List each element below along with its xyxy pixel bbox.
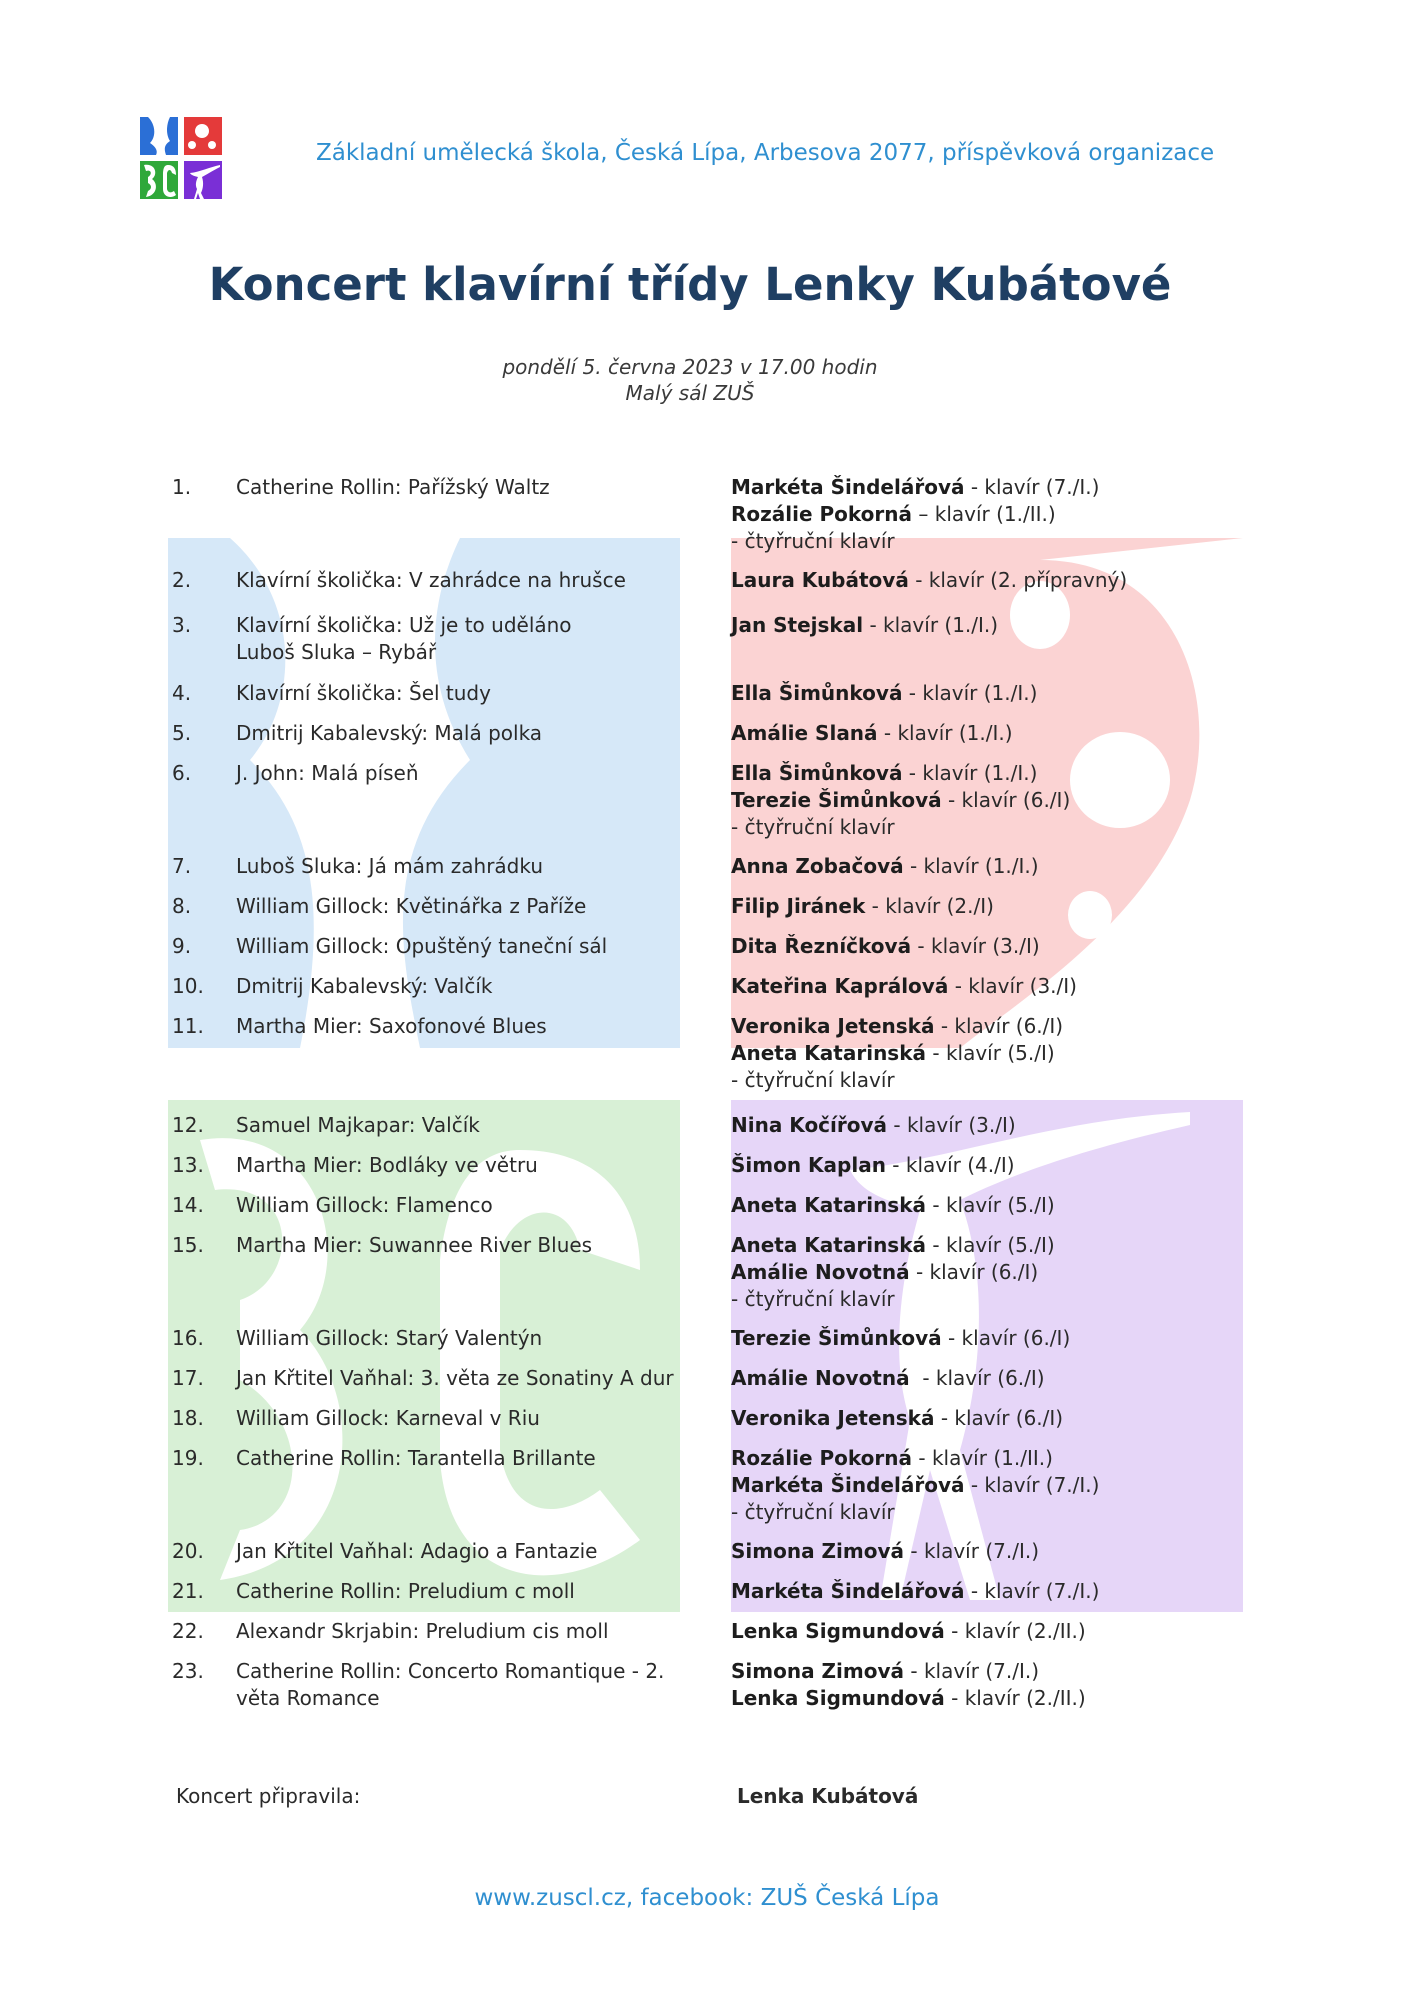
performer-name: Markéta Šindelářová	[731, 1579, 965, 1603]
concert-venue: Malý sál ZUŠ	[625, 381, 755, 405]
performer-line	[731, 1325, 1331, 1352]
program-number: 9.	[172, 934, 192, 958]
program-number: 22.	[172, 1619, 204, 1643]
program-performers	[731, 760, 1331, 841]
performer-name: Amálie Novotná	[731, 1260, 910, 1284]
performer-note: - klavír (1./I.)	[877, 721, 1013, 745]
performer-note: - čtyřruční klavír	[731, 1287, 895, 1311]
performer-name: Simona Zimová	[731, 1539, 905, 1563]
school-logo-icon	[140, 117, 222, 199]
performer-name: Terezie Šimůnková	[731, 788, 942, 812]
piece-line: Dmitrij Kabalevský: Malá polka	[236, 721, 543, 745]
performer-note: - klavír (7./I.)	[904, 1539, 1039, 1563]
piece-line: Catherine Rollin: Tarantella Brillante	[236, 1446, 596, 1470]
piece-line: Catherine Rollin: Pařížský Waltz	[236, 475, 550, 499]
performer-note: - čtyřruční klavír	[731, 529, 895, 553]
performer-line	[731, 1445, 1331, 1472]
program-piece	[236, 893, 686, 920]
performer-note: - klavír (5./I)	[926, 1041, 1055, 1065]
program-piece	[236, 1232, 686, 1259]
program-performers	[731, 567, 1331, 594]
performer-name: Kateřina Kaprálová	[731, 974, 949, 998]
program-performers	[731, 1013, 1331, 1094]
piece-line: Luboš Sluka – Rybář	[236, 640, 437, 664]
piece-line: William Gillock: Starý Valentýn	[236, 1326, 543, 1350]
performer-note: - klavír (2./II.)	[944, 1619, 1086, 1643]
performer-note: - klavír (1./I.)	[863, 613, 999, 637]
performer-note: - čtyřruční klavír	[731, 1500, 895, 1524]
piece-line: Klavírní školička: Šel tudy	[236, 681, 491, 705]
program-piece	[236, 1578, 686, 1605]
performer-line	[731, 1365, 1331, 1392]
program-performers	[731, 1618, 1331, 1645]
program-number: 7.	[172, 854, 192, 878]
performer-name: Veronika Jetenská	[731, 1014, 935, 1038]
performer-name: Šimon Kaplan	[731, 1153, 886, 1177]
piece-line: Klavírní školička: Už je to uděláno	[236, 613, 572, 637]
piece-line: William Gillock: Karneval v Riu	[236, 1406, 540, 1430]
program-performers	[731, 973, 1331, 1000]
program-piece	[236, 1365, 686, 1392]
performer-line	[731, 814, 1331, 841]
piece-line: Martha Mier: Bodláky ve větru	[236, 1153, 538, 1177]
program-number: 23.	[172, 1659, 204, 1683]
performer-name: Lenka Sigmundová	[731, 1686, 945, 1710]
piece-line: J. John: Malá píseň	[236, 761, 419, 785]
performer-line	[731, 680, 1331, 707]
page-title: Koncert klavírní třídy Lenky Kubátové	[208, 258, 1172, 311]
performer-note: - klavír (6./I)	[909, 1366, 1045, 1390]
performer-name: Aneta Katarinská	[731, 1041, 927, 1065]
program-performers	[731, 474, 1331, 555]
piece-line: Dmitrij Kabalevský: Valčík	[236, 974, 493, 998]
prepared-name: Lenka Kubátová	[737, 1784, 919, 1808]
performer-line	[731, 1685, 1331, 1712]
program-number: 8.	[172, 894, 192, 918]
performer-note: - klavír (1./I.)	[902, 761, 1038, 785]
performer-note: - klavír (5./I)	[926, 1233, 1055, 1257]
performer-line	[731, 1578, 1331, 1605]
program-performers	[731, 1578, 1331, 1605]
performer-name: Anna Zobačová	[731, 854, 904, 878]
program-number: 15.	[172, 1233, 204, 1257]
performer-line	[731, 501, 1331, 528]
performer-note: - klavír (2./II.)	[944, 1686, 1086, 1710]
piece-line: William Gillock: Květinářka z Paříže	[236, 894, 587, 918]
performer-line	[731, 1405, 1331, 1432]
program-number: 6.	[172, 761, 192, 785]
performer-line	[731, 1192, 1331, 1219]
piece-line: Martha Mier: Suwannee River Blues	[236, 1233, 593, 1257]
performer-name: Rozálie Pokorná	[731, 502, 913, 526]
piece-line: William Gillock: Flamenco	[236, 1193, 493, 1217]
prepared-label: Koncert připravila:	[176, 1784, 361, 1808]
performer-name: Laura Kubátová	[731, 568, 909, 592]
performer-name: Nina Kočířová	[731, 1113, 888, 1137]
program-piece	[236, 720, 686, 747]
program-piece	[236, 973, 686, 1000]
performer-note: - klavír (5./I)	[926, 1193, 1055, 1217]
performer-line	[731, 933, 1331, 960]
performer-name: Ella Šimůnková	[731, 761, 903, 785]
piece-line: Jan Křtitel Vaňhal: 3. věta ze Sonatiny A dur	[236, 1366, 674, 1390]
performer-line	[731, 528, 1331, 555]
performer-name: Dita Řezníčková	[731, 934, 912, 958]
program-number: 13.	[172, 1153, 204, 1177]
program-piece	[236, 1192, 686, 1219]
performer-name: Markéta Šindelářová	[731, 475, 965, 499]
program-number: 3.	[172, 613, 192, 637]
program-number: 11.	[172, 1014, 204, 1038]
program-performers	[731, 1152, 1331, 1179]
performer-name: Aneta Katarinská	[731, 1233, 927, 1257]
performer-line	[731, 567, 1331, 594]
piece-line: Klavírní školička: V zahrádce na hrušce	[236, 568, 626, 592]
program-number: 10.	[172, 974, 204, 998]
program-performers	[731, 1365, 1331, 1392]
program-number: 2.	[172, 568, 192, 592]
concert-date: pondělí 5. června 2023 v 17.00 hodin	[502, 355, 878, 379]
performer-note: - klavír (2./I)	[865, 894, 994, 918]
program-piece	[236, 1325, 686, 1352]
program-performers	[731, 1232, 1331, 1313]
program-piece	[236, 680, 686, 707]
performer-line	[731, 893, 1331, 920]
program-number: 5.	[172, 721, 192, 745]
performer-note: - klavír (6./I)	[909, 1260, 1039, 1284]
performer-note: - klavír (6./I)	[941, 788, 1071, 812]
website-link[interactable]: www.zuscl.cz, facebook: ZUŠ Česká Lípa	[474, 1885, 940, 1911]
program-number: 12.	[172, 1113, 204, 1137]
program-number: 4.	[172, 681, 192, 705]
program-piece	[236, 1405, 686, 1432]
program-performers	[731, 1112, 1331, 1139]
piece-line: William Gillock: Opuštěný taneční sál	[236, 934, 608, 958]
program-number: 20.	[172, 1539, 204, 1563]
performer-line	[731, 1472, 1331, 1499]
performer-name: Amálie Slaná	[731, 721, 878, 745]
performer-note: - klavír (3./I)	[948, 974, 1077, 998]
performer-note: - klavír (6./I)	[941, 1326, 1071, 1350]
program-piece	[236, 612, 686, 666]
performer-line	[731, 1040, 1331, 1067]
program-piece	[236, 1658, 686, 1712]
performer-note: - klavír (7./I.)	[964, 1579, 1100, 1603]
performer-name: Rozálie Pokorná	[731, 1446, 913, 1470]
performer-line	[731, 474, 1331, 501]
performer-note: - klavír (7./I.)	[904, 1659, 1039, 1683]
piece-line: Martha Mier: Saxofonové Blues	[236, 1014, 547, 1038]
performer-line	[731, 1259, 1331, 1286]
performer-name: Aneta Katarinská	[731, 1193, 927, 1217]
performer-note: - čtyřruční klavír	[731, 815, 895, 839]
performer-note: - klavír (1./II.)	[912, 1446, 1053, 1470]
performer-note: - klavír (3./I)	[911, 934, 1040, 958]
program-performers	[731, 720, 1331, 747]
performer-line	[731, 1232, 1331, 1259]
performer-name: Terezie Šimůnková	[731, 1326, 942, 1350]
performer-line	[731, 1152, 1331, 1179]
program-performers	[731, 893, 1331, 920]
piece-line: Catherine Rollin: Concerto Romantique - 2.	[236, 1659, 665, 1683]
program-piece	[236, 1538, 686, 1565]
piece-line: Jan Křtitel Vaňhal: Adagio a Fantazie	[236, 1539, 598, 1563]
performer-note: - klavír (3./I)	[887, 1113, 1016, 1137]
program-piece	[236, 1112, 686, 1139]
program-piece	[236, 1445, 686, 1472]
program-number: 18.	[172, 1406, 204, 1430]
performer-line	[731, 760, 1331, 787]
performer-note: - klavír (6./I)	[934, 1014, 1064, 1038]
performer-note: - klavír (1./I.)	[903, 854, 1039, 878]
program-number: 17.	[172, 1366, 204, 1390]
performer-name: Markéta Šindelářová	[731, 1473, 965, 1497]
performer-note: - čtyřruční klavír	[731, 1068, 895, 1092]
performer-note: - klavír (6./I)	[934, 1406, 1064, 1430]
piece-line: Samuel Majkapar: Valčík	[236, 1113, 480, 1137]
school-name: Základní umělecká škola, Česká Lípa, Arbesova 2077, příspěvková organizace	[316, 140, 1215, 166]
performer-note: - klavír (7./I.)	[964, 475, 1100, 499]
program-piece	[236, 1618, 686, 1645]
performer-line	[731, 612, 1331, 639]
program-performers	[731, 1538, 1331, 1565]
program-piece	[236, 567, 686, 594]
piece-line: Luboš Sluka: Já mám zahrádku	[236, 854, 544, 878]
program-piece	[236, 1152, 686, 1179]
program-number: 21.	[172, 1579, 204, 1603]
performer-name: Filip Jiránek	[731, 894, 866, 918]
program-performers	[731, 933, 1331, 960]
performer-line	[731, 1618, 1331, 1645]
performer-line	[731, 787, 1331, 814]
performer-line	[731, 720, 1331, 747]
program-piece	[236, 474, 686, 501]
program-number: 1.	[172, 475, 192, 499]
performer-line	[731, 853, 1331, 880]
piece-line: věta Romance	[236, 1686, 380, 1710]
program-piece	[236, 760, 686, 787]
performer-note: – klavír (1./II.)	[912, 502, 1056, 526]
performer-name: Veronika Jetenská	[731, 1406, 935, 1430]
performer-name: Ella Šimůnková	[731, 681, 903, 705]
program-performers	[731, 1192, 1331, 1219]
performer-line	[731, 1499, 1331, 1526]
program-performers	[731, 1325, 1331, 1352]
performer-line	[731, 1013, 1331, 1040]
performer-name: Lenka Sigmundová	[731, 1619, 945, 1643]
performer-line	[731, 1286, 1331, 1313]
program-performers	[731, 853, 1331, 880]
program-piece	[236, 1013, 686, 1040]
performer-line	[731, 1067, 1331, 1094]
performer-name: Simona Zimová	[731, 1659, 905, 1683]
program-performers	[731, 1445, 1331, 1526]
program-number: 16.	[172, 1326, 204, 1350]
piece-line: Catherine Rollin: Preludium c moll	[236, 1579, 575, 1603]
program-performers	[731, 680, 1331, 707]
performer-name: Amálie Novotná	[731, 1366, 910, 1390]
performer-note: - klavír (4./I)	[885, 1153, 1015, 1177]
performer-note: - klavír (7./I.)	[964, 1473, 1100, 1497]
program-piece	[236, 933, 686, 960]
program-performers	[731, 1405, 1331, 1432]
program-number: 14.	[172, 1193, 204, 1217]
program-number: 19.	[172, 1446, 204, 1470]
piece-line: Alexandr Skrjabin: Preludium cis moll	[236, 1619, 609, 1643]
performer-line	[731, 1658, 1331, 1685]
program-performers	[731, 612, 1331, 639]
performer-line	[731, 1112, 1331, 1139]
performer-name: Jan Stejskal	[731, 613, 864, 637]
program-performers	[731, 1658, 1331, 1712]
performer-note: - klavír (1./I.)	[902, 681, 1038, 705]
performer-line	[731, 973, 1331, 1000]
performer-note: - klavír (2. přípravný)	[908, 568, 1128, 592]
performer-line	[731, 1538, 1331, 1565]
program-piece	[236, 853, 686, 880]
